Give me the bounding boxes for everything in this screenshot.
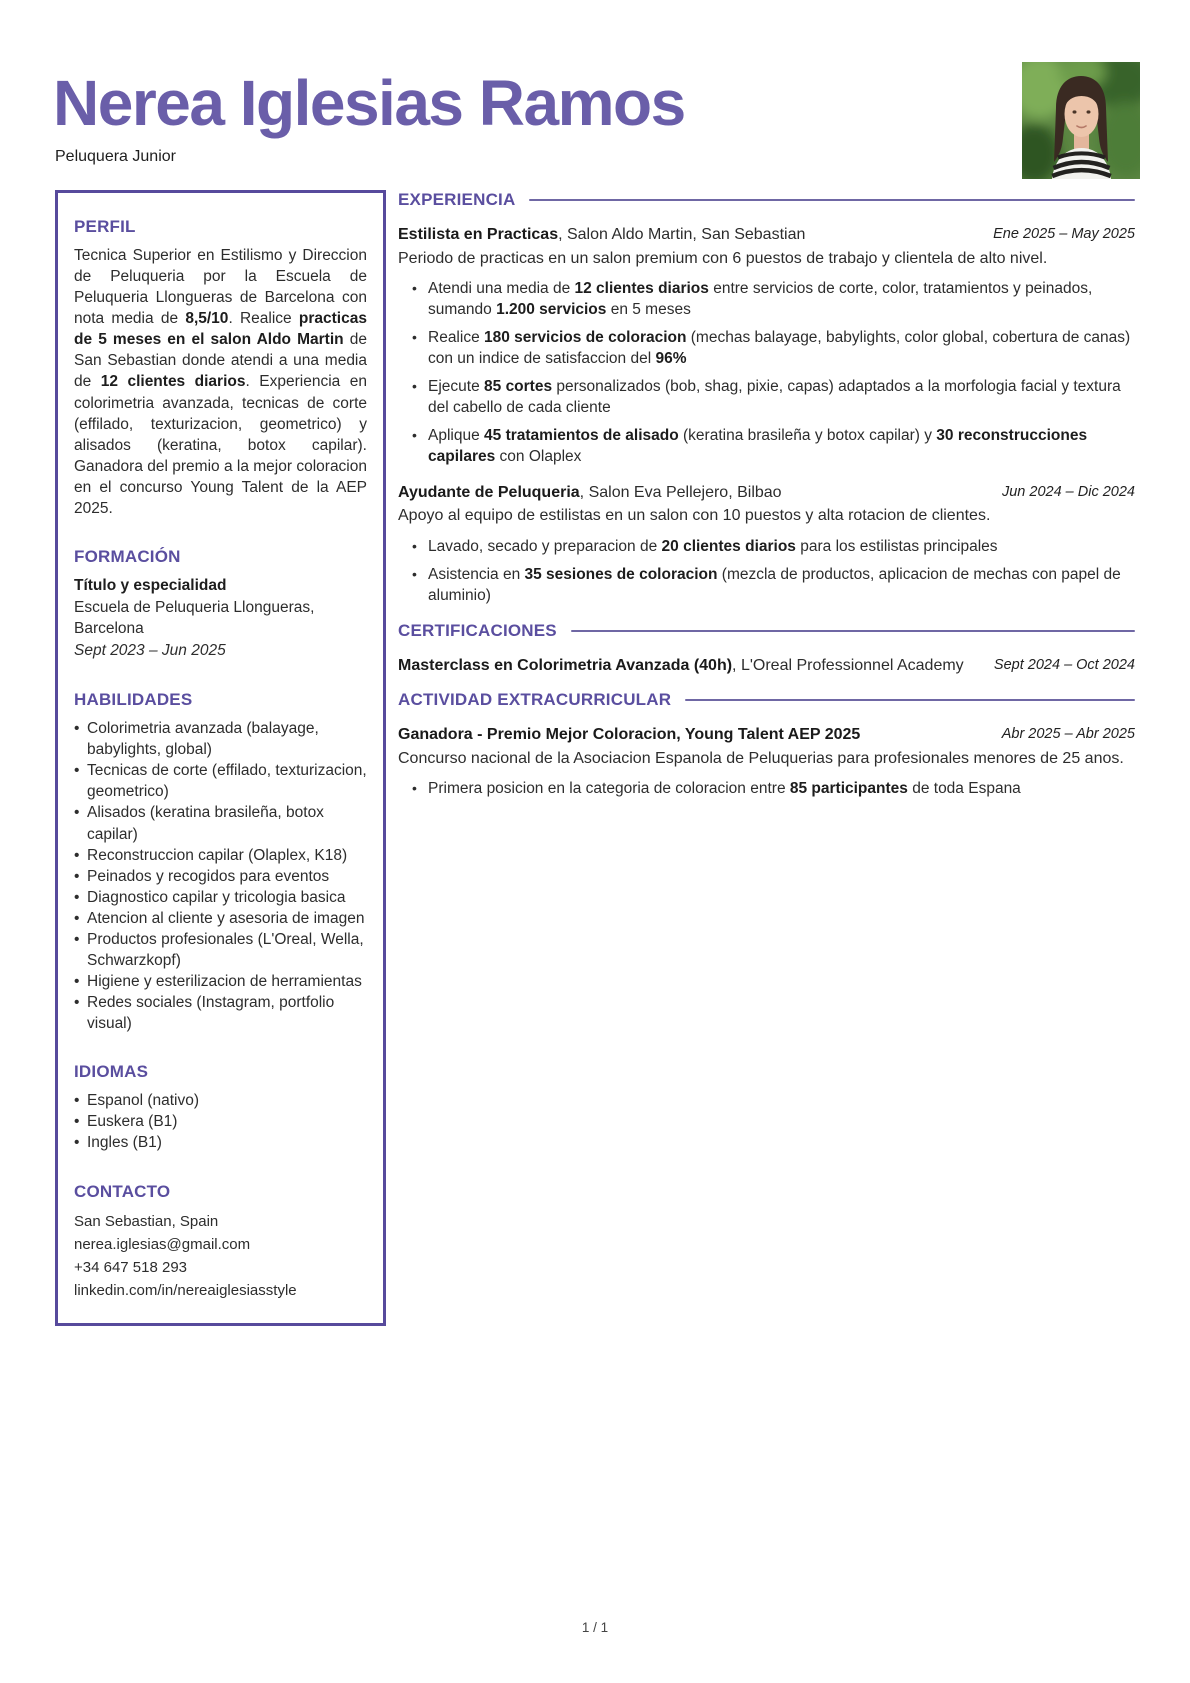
award-summary: Concurso nacional de la Asociacion Espanola de Peluquerias para profesionales menores de 25 anos. xyxy=(398,749,1124,767)
award-dates: Abr 2025 – Abr 2025 xyxy=(1001,726,1135,743)
award-bullet: • Primera posicion en la categoria de coloracion entre 85 participantes de toda Espana xyxy=(398,779,1135,800)
section-actividad xyxy=(398,690,1135,800)
job-bullet: • Realice 180 servicios de coloracion (mechas balayage, babylights, color global, cobertura de canas) con un indice de satisfaccion del 96% xyxy=(398,328,1135,370)
job-bullet: • Ejecute 85 cortes personalizados (bob, shag, pixie, capas) adaptados a la morfologia facial y textura del cabello de cada cliente xyxy=(398,377,1135,419)
language-item: • Ingles (B1) xyxy=(74,1132,367,1153)
job-entry xyxy=(398,224,1135,468)
formacion-dates: Sept 2023 – Jun 2025 xyxy=(74,641,226,659)
perfil-title: PERFIL xyxy=(74,217,136,236)
skill-item: • Redes sociales (Instagram, portfolio visual) xyxy=(74,992,367,1034)
cert-heading: Masterclass en Colorimetria Avanzada (40h), L'Oreal Professionnel Academy xyxy=(398,656,964,674)
idiomas-title: IDIOMAS xyxy=(74,1062,149,1082)
section-rule xyxy=(529,199,1135,201)
section-rule xyxy=(685,699,1135,701)
section-certificaciones xyxy=(398,621,1135,677)
contact-linkedin: linkedin.com/in/nereaiglesiasstyle xyxy=(74,1282,297,1300)
formacion-title: FORMACIÓN xyxy=(74,547,181,567)
job-summary: Apoyo al equipo de estilistas en un salon con 10 puestos y alta rotacion de clientes. xyxy=(398,507,991,525)
job-entry-head xyxy=(398,224,1135,246)
job-entry-head xyxy=(398,482,1135,504)
job-entry xyxy=(398,482,1135,607)
skill-item: • Atencion al cliente y asesoria de imagen xyxy=(74,908,367,929)
skill-item: • Higiene y esterilizacion de herramientas xyxy=(74,971,367,992)
award-heading: Ganadora - Premio Mejor Coloracion, Young Talent AEP 2025 xyxy=(398,726,861,744)
degree-title: Título y especialidad xyxy=(74,577,227,595)
skill-item: • Productos profesionales (L'Oreal, Wella, Schwarzkopf) xyxy=(74,929,367,971)
section-rule xyxy=(571,630,1135,632)
job-bullet: • Lavado, secado y preparacion de 20 clientes diarios para los estilistas principales xyxy=(398,537,1135,558)
languages-list xyxy=(74,1090,367,1153)
skill-item: • Reconstruccion capilar (Olaplex, K18) xyxy=(74,845,367,866)
job-dates: Ene 2025 – May 2025 xyxy=(993,226,1135,242)
page-number: 1 / 1 xyxy=(581,1620,609,1635)
section-contacto xyxy=(74,1182,367,1303)
language-item: • Euskera (B1) xyxy=(74,1111,367,1132)
cert-entry-head xyxy=(398,655,1135,677)
actividad-header xyxy=(398,690,1135,710)
cert-dates: Sept 2024 – Oct 2024 xyxy=(993,656,1135,673)
job-bullet: • Aplique 45 tratamientos de alisado (keratina brasileña y botox capilar) y 30 reconstrucciones capilares con Olaplex xyxy=(398,426,1135,468)
skills-list xyxy=(74,718,367,1034)
contact-location: San Sebastian, Spain xyxy=(74,1212,219,1230)
award-entry xyxy=(398,724,1135,800)
contacto-title: CONTACTO xyxy=(74,1181,171,1201)
job-summary: Periodo de practicas en un salon premium con 6 puestos de trabajo y clientela de alto nivel. xyxy=(398,249,1048,267)
actividad-title: ACTIVIDAD EXTRACURRICULAR xyxy=(398,690,672,710)
award-entry-head xyxy=(398,724,1135,746)
section-habilidades xyxy=(74,690,367,1034)
job-heading: Estilista en Practicas, Salon Aldo Martin, San Sebastian xyxy=(398,226,806,243)
language-item: • Espanol (nativo) xyxy=(74,1090,367,1111)
page-title: Nerea Iglesias Ramos xyxy=(53,67,685,139)
section-idiomas xyxy=(74,1062,367,1153)
award-bullets xyxy=(398,779,1135,800)
skill-item: • Colorimetria avanzada (balayage, babylights, global) xyxy=(74,718,367,760)
sidebar xyxy=(55,190,386,1326)
skill-item: • Tecnicas de corte (effilado, texturizacion, geometrico) xyxy=(74,760,367,802)
profile-photo xyxy=(1022,62,1140,179)
section-formacion xyxy=(74,547,367,662)
experiencia-header xyxy=(398,190,1135,210)
main-column xyxy=(398,190,1135,814)
school-name: Escuela de Peluqueria Llongueras, Barcelona xyxy=(74,598,315,637)
section-perfil xyxy=(74,217,367,519)
job-bullet: • Asistencia en 35 sesiones de coloracion (mezcla de productos, aplicacion de mechas con papel de aluminio) xyxy=(398,565,1135,607)
profile-photo-illustration xyxy=(1022,62,1140,179)
perfil-text: Tecnica Superior en Estilismo y Direccion de Peluqueria por la Escuela de Peluqueria Llongueras de Barcelona con nota media de 8,5/10. Realice practicas de 5 meses en el salon Aldo Martin de San Sebastian donde atendi a una media de 12 clientes diarios. Experiencia en colorimetria avanzada, tecnicas de corte (effilado, texturizacion, geometrico) y alisados (keratina, botox capilar). Ganadora del premio a la mejor coloracion en el concurso Young Talent de la AEP 2025. xyxy=(74,247,367,517)
certificaciones-title: CERTIFICACIONES xyxy=(398,620,557,640)
experiencia-title: EXPERIENCIA xyxy=(398,190,516,209)
job-bullets xyxy=(398,279,1135,467)
skill-item: • Diagnostico capilar y tricologia basica xyxy=(74,887,367,908)
section-experiencia xyxy=(398,190,1135,607)
contact-phone: +34 647 518 293 xyxy=(74,1259,188,1277)
job-heading: Ayudante de Peluqueria, Salon Eva Pellejero, Bilbao xyxy=(398,483,782,501)
job-bullet: • Atendi una media de 12 clientes diarios entre servicios de corte, color, tratamientos y peinados, sumando 1.200 servicios en 5 meses xyxy=(398,279,1135,321)
habilidades-title: HABILIDADES xyxy=(74,690,193,710)
certificaciones-header xyxy=(398,621,1135,641)
cert-entry xyxy=(398,655,1135,677)
skill-item: • Alisados (keratina brasileña, botox capilar) xyxy=(74,802,367,844)
skill-item: • Peinados y recogidos para eventos xyxy=(74,866,367,887)
job-bullets xyxy=(398,537,1135,607)
job-subtitle: Peluquera Junior xyxy=(55,148,176,165)
contact-email: nerea.iglesias@gmail.com xyxy=(74,1235,251,1253)
job-dates: Jun 2024 – Dic 2024 xyxy=(1001,483,1135,500)
